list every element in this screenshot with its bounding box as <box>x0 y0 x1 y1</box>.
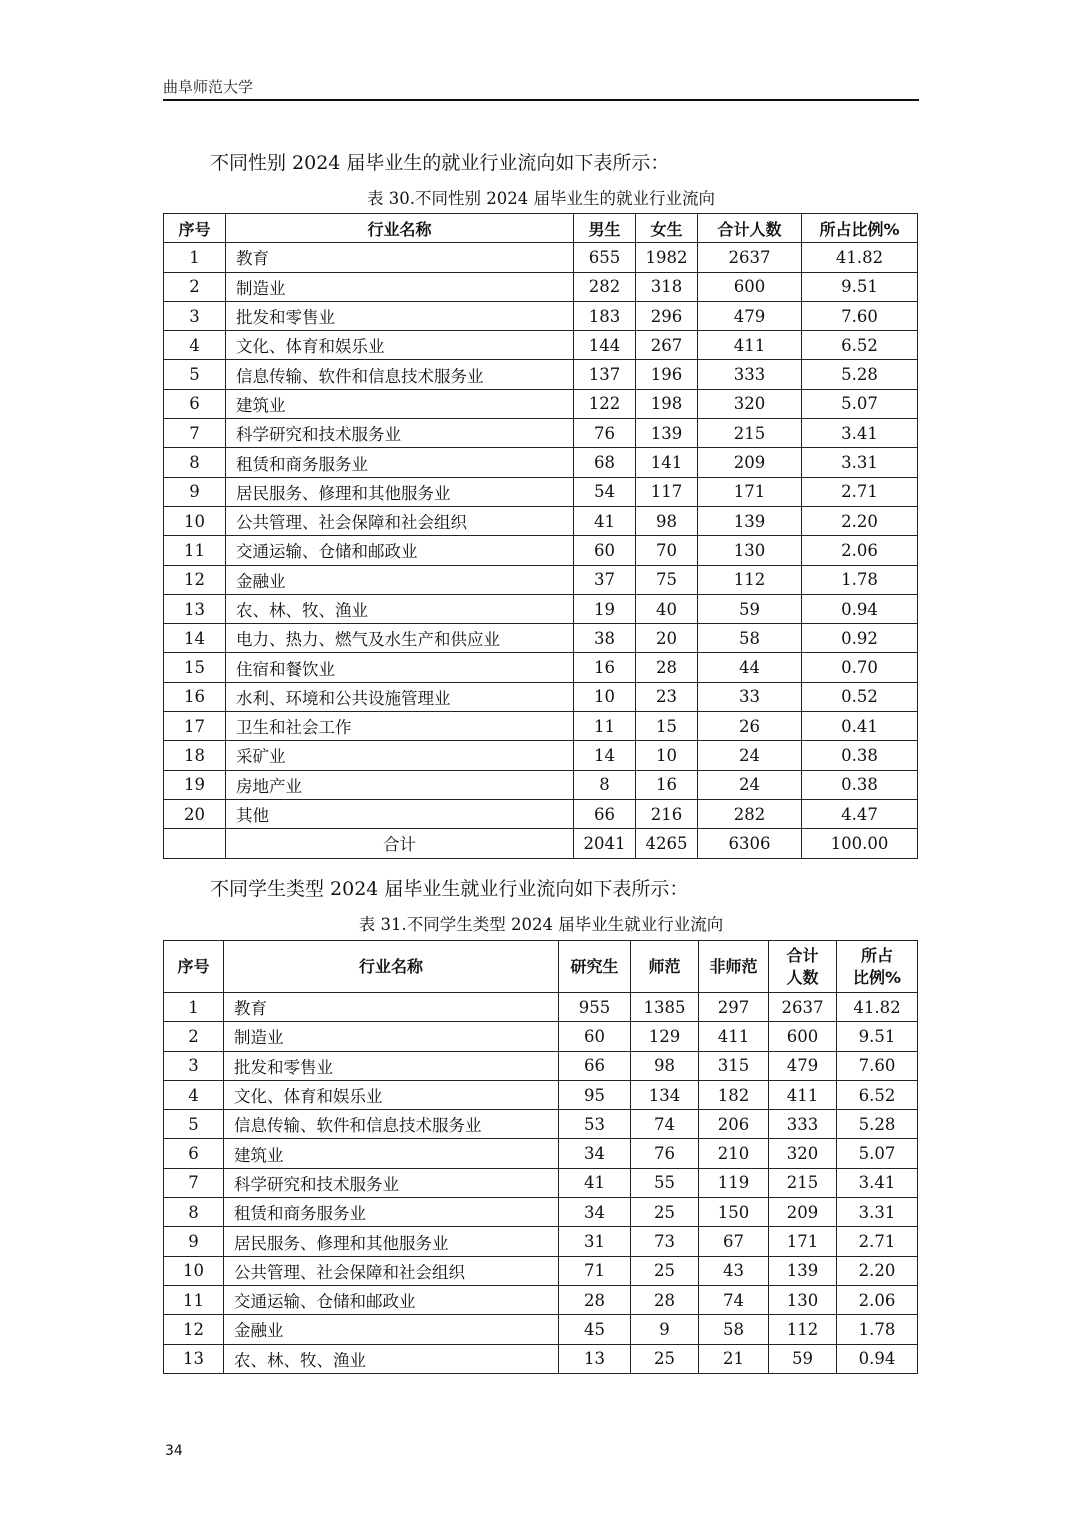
table-31 <box>163 940 918 1374</box>
table-cell: 54 <box>574 477 636 506</box>
table-cell: 2637 <box>698 243 802 272</box>
industry-name-cell: 其他 <box>226 799 574 828</box>
table-cell: 12 <box>164 565 226 594</box>
table-row <box>164 741 918 770</box>
table-cell: 144 <box>574 331 636 360</box>
table-cell: 5.28 <box>837 1110 918 1139</box>
industry-name-cell: 水利、环境和公共设施管理业 <box>226 682 574 711</box>
table-cell: 209 <box>698 448 802 477</box>
table-row <box>164 1051 918 1080</box>
table-row <box>164 1139 918 1168</box>
table-cell: 6 <box>164 1139 224 1168</box>
table-cell: 6 <box>164 389 226 418</box>
table-cell: 141 <box>636 448 698 477</box>
table-cell: 11 <box>574 712 636 741</box>
total-cell: 6306 <box>698 829 802 858</box>
table-row <box>164 1344 918 1373</box>
table-row <box>164 624 918 653</box>
table-cell: 139 <box>636 419 698 448</box>
table-cell: 19 <box>164 770 226 799</box>
table-row <box>164 1168 918 1197</box>
industry-name-cell: 交通运输、仓储和邮政业 <box>226 536 574 565</box>
header-rule <box>163 99 919 101</box>
table-cell: 40 <box>636 594 698 623</box>
industry-name-cell: 批发和零售业 <box>226 301 574 330</box>
industry-name-cell: 批发和零售业 <box>224 1051 559 1080</box>
table-cell: 0.38 <box>802 741 918 770</box>
table-cell: 282 <box>698 799 802 828</box>
table-cell: 0.94 <box>837 1344 918 1373</box>
table-cell: 267 <box>636 331 698 360</box>
table-cell: 34 <box>559 1198 631 1227</box>
industry-name-cell: 交通运输、仓储和邮政业 <box>224 1285 559 1314</box>
table-cell: 59 <box>698 594 802 623</box>
table-cell: 3.31 <box>802 448 918 477</box>
table-cell: 58 <box>699 1315 769 1344</box>
table-row <box>164 448 918 477</box>
table-cell: 25 <box>631 1344 699 1373</box>
table-cell: 5 <box>164 360 226 389</box>
table-cell: 71 <box>559 1256 631 1285</box>
table-cell: 117 <box>636 477 698 506</box>
industry-name-cell: 建筑业 <box>226 389 574 418</box>
table-cell: 17 <box>164 712 226 741</box>
table-cell: 333 <box>698 360 802 389</box>
table-cell: 10 <box>164 1256 224 1285</box>
table-cell: 12 <box>164 1315 224 1344</box>
table-cell: 98 <box>636 506 698 535</box>
table-cell: 76 <box>574 419 636 448</box>
column-header: 行业名称 <box>226 214 574 243</box>
table-cell: 58 <box>698 624 802 653</box>
table-cell: 2.71 <box>802 477 918 506</box>
industry-name-cell: 教育 <box>226 243 574 272</box>
total-cell: 2041 <box>574 829 636 858</box>
industry-name-cell: 信息传输、软件和信息技术服务业 <box>226 360 574 389</box>
industry-name-cell: 教育 <box>224 993 559 1022</box>
table-cell: 0.41 <box>802 712 918 741</box>
table-cell: 67 <box>699 1227 769 1256</box>
table-cell: 137 <box>574 360 636 389</box>
industry-name-cell: 文化、体育和娱乐业 <box>224 1080 559 1109</box>
table-cell: 95 <box>559 1080 631 1109</box>
table-cell: 215 <box>698 419 802 448</box>
table-row <box>164 331 918 360</box>
table-cell: 20 <box>636 624 698 653</box>
table-row <box>164 993 918 1022</box>
table-cell: 8 <box>164 448 226 477</box>
industry-name-cell: 科学研究和技术服务业 <box>226 419 574 448</box>
table-cell: 1385 <box>631 993 699 1022</box>
table-cell: 10 <box>164 506 226 535</box>
table-header-row <box>164 214 918 243</box>
table-cell: 11 <box>164 536 226 565</box>
table-cell: 28 <box>636 653 698 682</box>
table-cell: 3 <box>164 1051 224 1080</box>
table-cell: 1.78 <box>802 565 918 594</box>
industry-name-cell: 居民服务、修理和其他服务业 <box>224 1227 559 1256</box>
industry-name-cell: 信息传输、软件和信息技术服务业 <box>224 1110 559 1139</box>
table-cell: 7 <box>164 419 226 448</box>
table-cell: 43 <box>699 1256 769 1285</box>
table-cell: 6.52 <box>837 1080 918 1109</box>
table-cell: 297 <box>699 993 769 1022</box>
table-cell: 0.92 <box>802 624 918 653</box>
table-row <box>164 770 918 799</box>
table-cell: 2.06 <box>802 536 918 565</box>
table-cell: 25 <box>631 1198 699 1227</box>
table-cell: 600 <box>698 272 802 301</box>
table-cell: 0.94 <box>802 594 918 623</box>
table-row <box>164 477 918 506</box>
table-cell: 196 <box>636 360 698 389</box>
table-cell: 7.60 <box>837 1051 918 1080</box>
table-cell: 122 <box>574 389 636 418</box>
column-header: 所占 比例% <box>837 941 918 993</box>
table-cell: 150 <box>699 1198 769 1227</box>
table-cell: 74 <box>631 1110 699 1139</box>
table-cell: 60 <box>559 1022 631 1051</box>
table-cell: 41 <box>559 1168 631 1197</box>
industry-name-cell: 农、林、牧、渔业 <box>224 1344 559 1373</box>
table-cell: 215 <box>769 1168 837 1197</box>
table-cell: 320 <box>698 389 802 418</box>
industry-name-cell: 居民服务、修理和其他服务业 <box>226 477 574 506</box>
table-cell: 333 <box>769 1110 837 1139</box>
table-cell: 16 <box>636 770 698 799</box>
table-cell: 38 <box>574 624 636 653</box>
table-cell: 4 <box>164 331 226 360</box>
table-cell: 119 <box>699 1168 769 1197</box>
table-cell: 2.20 <box>837 1256 918 1285</box>
table-cell: 76 <box>631 1139 699 1168</box>
table-cell: 13 <box>164 594 226 623</box>
table-row <box>164 653 918 682</box>
table-cell: 26 <box>698 712 802 741</box>
total-cell: 合计 <box>226 829 574 858</box>
table-cell: 31 <box>559 1227 631 1256</box>
table-cell: 37 <box>574 565 636 594</box>
table-cell: 9.51 <box>802 272 918 301</box>
table-row <box>164 536 918 565</box>
table-cell: 2637 <box>769 993 837 1022</box>
industry-name-cell: 公共管理、社会保障和社会组织 <box>224 1256 559 1285</box>
total-row <box>164 829 918 858</box>
intro-table-31: 不同学生类型 2024 届毕业生就业行业流向如下表所示： <box>210 878 689 900</box>
table-cell: 112 <box>769 1315 837 1344</box>
table-cell: 3.41 <box>837 1168 918 1197</box>
column-header: 所占比例% <box>802 214 918 243</box>
caption-table-30: 表 30.不同性别 2024 届毕业生的就业行业流向 <box>367 189 715 208</box>
industry-name-cell: 文化、体育和娱乐业 <box>226 331 574 360</box>
table-cell: 33 <box>698 682 802 711</box>
table-cell: 2.06 <box>837 1285 918 1314</box>
table-cell: 25 <box>631 1256 699 1285</box>
industry-name-cell: 农、林、牧、渔业 <box>226 594 574 623</box>
table-cell: 15 <box>636 712 698 741</box>
table-cell: 34 <box>559 1139 631 1168</box>
table-cell: 41.82 <box>802 243 918 272</box>
table-cell: 479 <box>698 301 802 330</box>
table-row <box>164 1227 918 1256</box>
industry-name-cell: 租赁和商务服务业 <box>226 448 574 477</box>
table-cell: 73 <box>631 1227 699 1256</box>
table-cell: 55 <box>631 1168 699 1197</box>
industry-name-cell: 房地产业 <box>226 770 574 799</box>
table-row <box>164 1080 918 1109</box>
table-cell: 9 <box>631 1315 699 1344</box>
table-cell: 3.41 <box>802 419 918 448</box>
total-cell: 100.00 <box>802 829 918 858</box>
table-cell: 13 <box>559 1344 631 1373</box>
industry-name-cell: 公共管理、社会保障和社会组织 <box>226 506 574 535</box>
table-cell: 296 <box>636 301 698 330</box>
table-cell: 139 <box>698 506 802 535</box>
table-cell: 24 <box>698 770 802 799</box>
table-cell: 13 <box>164 1344 224 1373</box>
table-cell: 411 <box>769 1080 837 1109</box>
table-cell: 70 <box>636 536 698 565</box>
industry-name-cell: 建筑业 <box>224 1139 559 1168</box>
table-cell: 655 <box>574 243 636 272</box>
table-cell: 28 <box>559 1285 631 1314</box>
table-row <box>164 799 918 828</box>
table-row <box>164 712 918 741</box>
table-cell: 112 <box>698 565 802 594</box>
table-cell: 134 <box>631 1080 699 1109</box>
page-number: 34 <box>165 1443 183 1459</box>
industry-name-cell: 制造业 <box>224 1022 559 1051</box>
table-cell: 1 <box>164 993 224 1022</box>
table-cell: 14 <box>574 741 636 770</box>
table-cell: 4.47 <box>802 799 918 828</box>
column-header: 研究生 <box>559 941 631 993</box>
industry-name-cell: 租赁和商务服务业 <box>224 1198 559 1227</box>
table-cell: 74 <box>699 1285 769 1314</box>
table-cell: 11 <box>164 1285 224 1314</box>
table-cell: 66 <box>574 799 636 828</box>
table-row <box>164 565 918 594</box>
table-cell: 60 <box>574 536 636 565</box>
table-cell: 2 <box>164 272 226 301</box>
column-header: 合计人数 <box>698 214 802 243</box>
table-cell: 20 <box>164 799 226 828</box>
table-cell: 206 <box>699 1110 769 1139</box>
table-cell: 45 <box>559 1315 631 1344</box>
column-header: 序号 <box>164 941 224 993</box>
table-cell: 9 <box>164 477 226 506</box>
table-cell: 5.07 <box>802 389 918 418</box>
column-header: 女生 <box>636 214 698 243</box>
industry-name-cell: 金融业 <box>224 1315 559 1344</box>
table-row <box>164 1022 918 1051</box>
table-cell: 411 <box>699 1022 769 1051</box>
table-cell: 9.51 <box>837 1022 918 1051</box>
table-row <box>164 1315 918 1344</box>
table-cell: 600 <box>769 1022 837 1051</box>
table-cell: 2.20 <box>802 506 918 535</box>
table-cell: 2 <box>164 1022 224 1051</box>
table-cell: 139 <box>769 1256 837 1285</box>
table-cell: 75 <box>636 565 698 594</box>
table-cell: 28 <box>631 1285 699 1314</box>
table-cell: 9 <box>164 1227 224 1256</box>
table-cell: 16 <box>164 682 226 711</box>
table-cell: 98 <box>631 1051 699 1080</box>
table-cell: 411 <box>698 331 802 360</box>
table-cell: 68 <box>574 448 636 477</box>
table-cell: 320 <box>769 1139 837 1168</box>
industry-name-cell: 卫生和社会工作 <box>226 712 574 741</box>
table-30 <box>163 213 918 859</box>
table-cell: 209 <box>769 1198 837 1227</box>
table-cell: 8 <box>574 770 636 799</box>
caption-table-31: 表 31.不同学生类型 2024 届毕业生就业行业流向 <box>358 915 724 934</box>
column-header: 男生 <box>574 214 636 243</box>
table-cell: 182 <box>699 1080 769 1109</box>
table-cell: 1 <box>164 243 226 272</box>
column-header: 非师范 <box>699 941 769 993</box>
table-cell: 59 <box>769 1344 837 1373</box>
table-cell: 130 <box>769 1285 837 1314</box>
table-cell: 4 <box>164 1080 224 1109</box>
table-cell: 0.38 <box>802 770 918 799</box>
table-cell: 1.78 <box>837 1315 918 1344</box>
column-header: 行业名称 <box>224 941 559 993</box>
table-row <box>164 506 918 535</box>
table-cell: 171 <box>698 477 802 506</box>
table-cell: 23 <box>636 682 698 711</box>
total-cell <box>164 829 226 858</box>
table-cell: 21 <box>699 1344 769 1373</box>
intro-table-30: 不同性别 2024 届毕业生的就业行业流向如下表所示： <box>210 152 670 174</box>
table-cell: 216 <box>636 799 698 828</box>
table-row <box>164 389 918 418</box>
industry-name-cell: 科学研究和技术服务业 <box>224 1168 559 1197</box>
table-cell: 41 <box>574 506 636 535</box>
table-cell: 44 <box>698 653 802 682</box>
table-cell: 0.70 <box>802 653 918 682</box>
table-cell: 0.52 <box>802 682 918 711</box>
industry-name-cell: 制造业 <box>226 272 574 301</box>
table-cell: 2.71 <box>837 1227 918 1256</box>
table-row <box>164 682 918 711</box>
table-cell: 129 <box>631 1022 699 1051</box>
table-cell: 6.52 <box>802 331 918 360</box>
table-cell: 53 <box>559 1110 631 1139</box>
table-cell: 315 <box>699 1051 769 1080</box>
table-cell: 14 <box>164 624 226 653</box>
industry-name-cell: 金融业 <box>226 565 574 594</box>
table-cell: 171 <box>769 1227 837 1256</box>
table-row <box>164 594 918 623</box>
table-row <box>164 272 918 301</box>
table-cell: 15 <box>164 653 226 682</box>
table-cell: 66 <box>559 1051 631 1080</box>
table-cell: 10 <box>636 741 698 770</box>
page-header: 曲阜师范大学 <box>163 78 254 96</box>
table-cell: 24 <box>698 741 802 770</box>
total-cell: 4265 <box>636 829 698 858</box>
table-cell: 955 <box>559 993 631 1022</box>
table-cell: 3.31 <box>837 1198 918 1227</box>
table-cell: 8 <box>164 1198 224 1227</box>
industry-name-cell: 住宿和餐饮业 <box>226 653 574 682</box>
table-header-row <box>164 941 918 993</box>
table-row <box>164 1198 918 1227</box>
table-row <box>164 360 918 389</box>
table-cell: 5 <box>164 1110 224 1139</box>
table-cell: 41.82 <box>837 993 918 1022</box>
table-cell: 130 <box>698 536 802 565</box>
table-cell: 210 <box>699 1139 769 1168</box>
column-header: 序号 <box>164 214 226 243</box>
table-row <box>164 1285 918 1314</box>
table-row <box>164 419 918 448</box>
table-cell: 282 <box>574 272 636 301</box>
table-cell: 479 <box>769 1051 837 1080</box>
industry-name-cell: 采矿业 <box>226 741 574 770</box>
table-cell: 7 <box>164 1168 224 1197</box>
table-row <box>164 301 918 330</box>
table-row <box>164 1110 918 1139</box>
table-cell: 10 <box>574 682 636 711</box>
table-cell: 5.07 <box>837 1139 918 1168</box>
table-cell: 198 <box>636 389 698 418</box>
table-row <box>164 1256 918 1285</box>
table-row <box>164 243 918 272</box>
table-cell: 19 <box>574 594 636 623</box>
table-cell: 5.28 <box>802 360 918 389</box>
table-cell: 16 <box>574 653 636 682</box>
table-cell: 18 <box>164 741 226 770</box>
table-cell: 1982 <box>636 243 698 272</box>
table-cell: 7.60 <box>802 301 918 330</box>
column-header: 师范 <box>631 941 699 993</box>
table-cell: 183 <box>574 301 636 330</box>
table-cell: 318 <box>636 272 698 301</box>
table-cell: 3 <box>164 301 226 330</box>
industry-name-cell: 电力、热力、燃气及水生产和供应业 <box>226 624 574 653</box>
column-header: 合计 人数 <box>769 941 837 993</box>
